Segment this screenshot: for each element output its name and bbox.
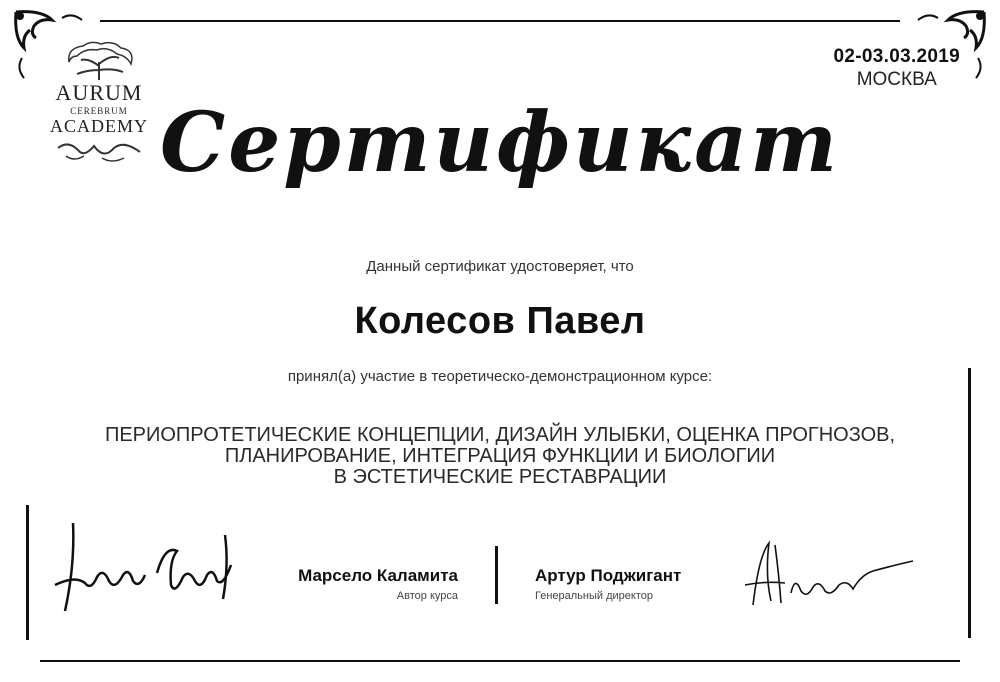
event-date: 02-03.03.2019 bbox=[833, 46, 960, 67]
left-signer bbox=[250, 566, 458, 602]
course-line-1: ПЕРИОПРОТЕТИЧЕСКИЕ КОНЦЕПЦИИ, ДИЗАЙН УЛЫБКИ, ОЦЕНКА ПРОГНОЗОВ, bbox=[104, 424, 896, 446]
participation-text: принял(а) участие в теоретическо-демонстрационном курсе: bbox=[287, 368, 713, 385]
signature-divider bbox=[495, 546, 498, 604]
intro-text: Данный сертификат удостоверяет, что bbox=[366, 258, 634, 275]
signature-icon bbox=[735, 535, 925, 615]
frame-bottom-line bbox=[40, 660, 960, 662]
frame-left-line bbox=[26, 505, 29, 640]
right-signer bbox=[535, 566, 755, 602]
frame-right-line bbox=[968, 368, 971, 638]
course-line-2: ПЛАНИРОВАНИЕ, ИНТЕГРАЦИЯ ФУНКЦИИ И БИОЛОГИИ bbox=[224, 445, 776, 467]
course-line-3: В ЭСТЕТИЧЕСКИЕ РЕСТАВРАЦИИ bbox=[333, 466, 667, 488]
logo-brand-line1: AURUM bbox=[55, 80, 143, 105]
course-title bbox=[0, 425, 1000, 488]
left-signer-name: Марсело Каламита bbox=[298, 566, 458, 585]
recipient-name: Колесов Павел bbox=[354, 300, 646, 342]
logo-brand-line2: CEREBRUM bbox=[70, 106, 128, 116]
logo-brand-line3: ACADEMY bbox=[49, 116, 148, 136]
certificate-title: Сертификат bbox=[159, 95, 841, 191]
event-city: МОСКВА bbox=[856, 69, 937, 90]
frame-top-line bbox=[100, 20, 900, 22]
right-signer-name: Артур Поджигант bbox=[535, 566, 682, 585]
right-signer-role: Генеральный директор bbox=[535, 590, 653, 602]
date-block bbox=[834, 46, 960, 91]
left-signer-role: Автор курса bbox=[396, 590, 458, 602]
signature-icon bbox=[45, 515, 245, 620]
tree-logo-icon bbox=[59, 40, 139, 82]
